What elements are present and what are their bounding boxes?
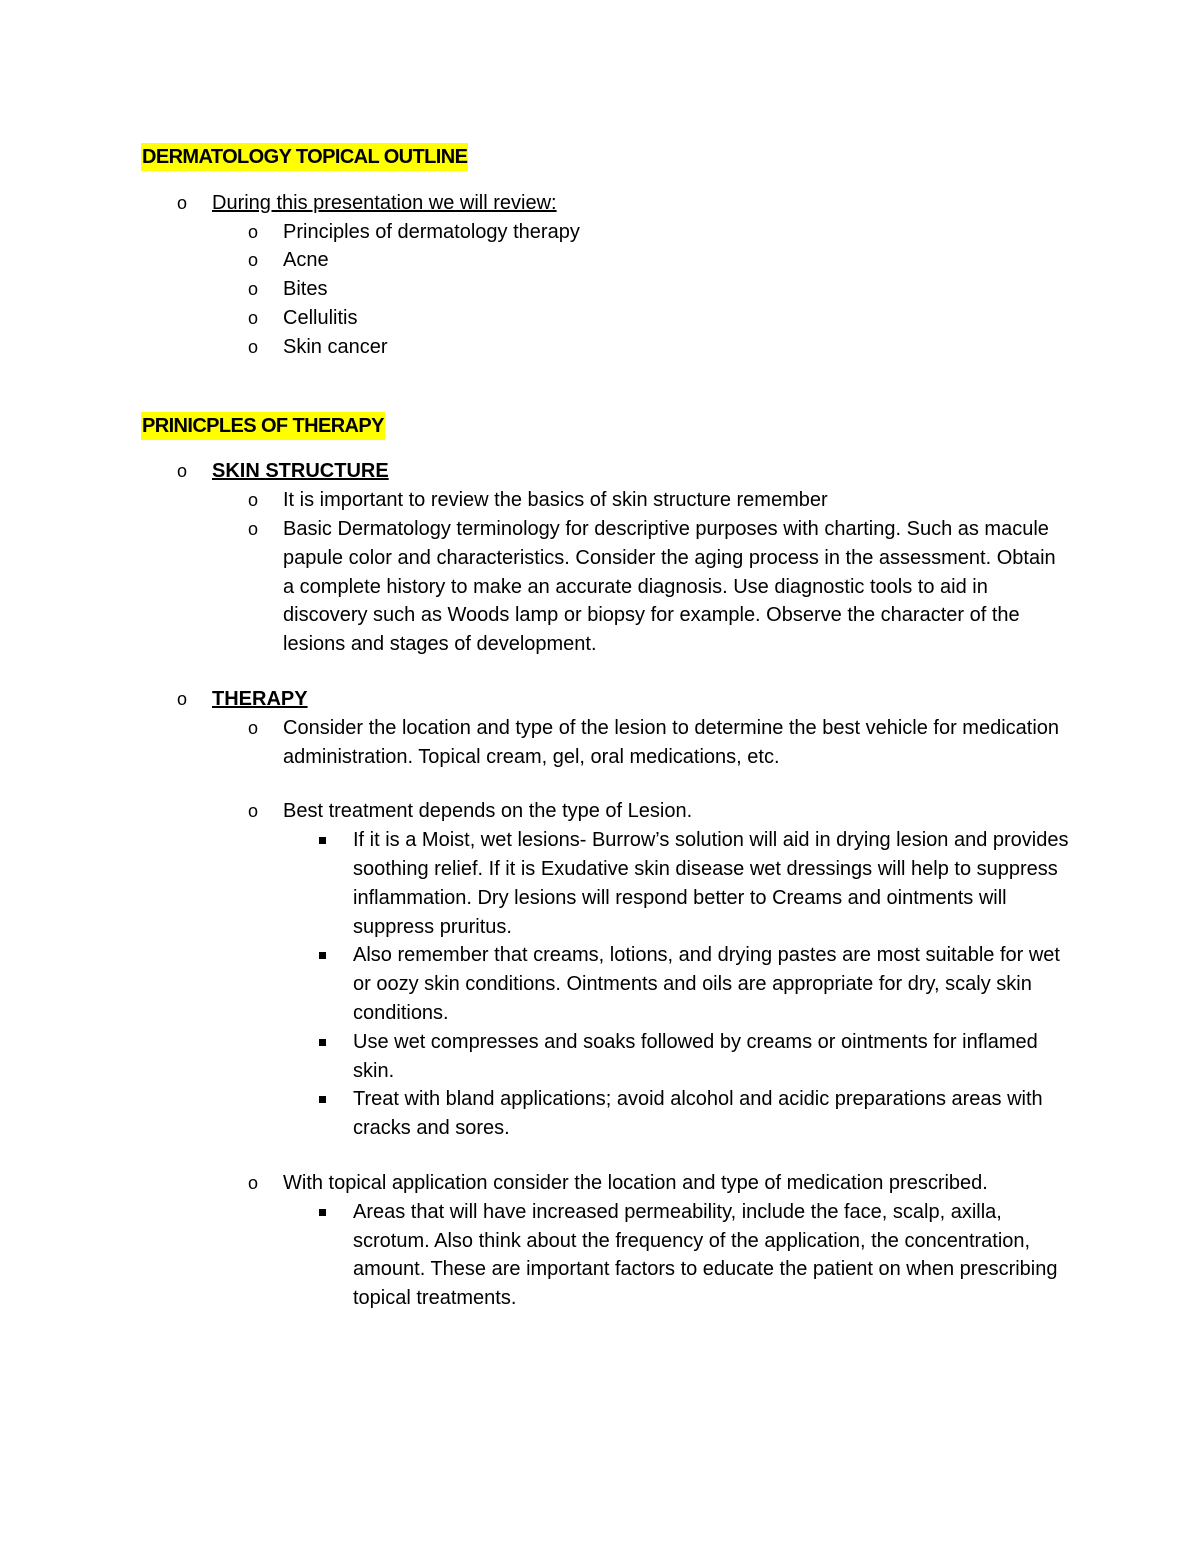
circle-bullet-icon: o	[248, 717, 259, 738]
list-item	[141, 1028, 1071, 1086]
square-bullet-icon	[319, 1039, 326, 1046]
square-bullet-icon	[319, 1209, 326, 1216]
document-title: DERMATOLOGY TOPICAL OUTLINE	[141, 143, 468, 171]
circle-bullet-icon: o	[248, 518, 259, 539]
list-item	[141, 826, 1071, 941]
circle-bullet-icon: o	[248, 336, 259, 357]
list-item	[141, 941, 1071, 1027]
list-item	[141, 1169, 1071, 1198]
best-treatment-text-3: Treat with bland applications; avoid alcohol and acidic preparations areas with cracks and sores.	[353, 1088, 1043, 1140]
circle-bullet-icon: o	[248, 250, 259, 271]
skin-structure-text-1: Basic Dermatology terminology for descriptive purposes with charting. Such as macule papule color and characteristics. Consider the aging process in the assessment. Obtain a complete history to make an accurate diagnosis. Use diagnostic tools to aid in discovery such as Woods lamp or biopsy for example. Observe the character of the lesions and stages of development.	[283, 517, 1056, 656]
intro-item-0: Principles of dermatology therapy	[283, 220, 580, 243]
intro-item-2: Bites	[283, 278, 328, 301]
best-treatment-label: Best treatment depends on the type of Lesion.	[283, 800, 693, 823]
intro-item-1: Acne	[283, 249, 329, 272]
list-item	[141, 797, 1071, 826]
therapy-item	[141, 685, 1071, 714]
circle-bullet-icon: o	[248, 279, 259, 300]
title-row	[141, 143, 1071, 172]
list-item	[141, 515, 1071, 659]
section-title-row	[141, 412, 1071, 441]
intro-item-3: Cellulitis	[283, 306, 358, 329]
circle-bullet-icon: o	[177, 192, 188, 213]
circle-bullet-icon: o	[177, 688, 188, 709]
list-item	[141, 333, 1071, 362]
best-treatment-text-0: If it is a Moist, wet lesions- Burrow’s solution will aid in drying lesion and provides soothing relief. If it is Exudative skin disease wet dressings will help to suppress inflammation. Dry lesions will respond better to Creams and ointments will suppress pruritus.	[353, 829, 1069, 938]
circle-bullet-icon: o	[248, 221, 259, 242]
skin-structure-text-0: It is important to review the basics of skin structure remember	[283, 489, 828, 512]
skin-structure-item	[141, 457, 1071, 486]
intro-item-4: Skin cancer	[283, 335, 388, 358]
list-item	[141, 1085, 1071, 1143]
skin-structure-label: SKIN STRUCTURE	[212, 460, 389, 483]
therapy-label: THERAPY	[212, 687, 308, 710]
circle-bullet-icon: o	[248, 490, 259, 511]
list-item	[141, 246, 1071, 275]
list-item	[141, 714, 1071, 772]
list-item	[141, 1198, 1071, 1313]
intro-label: During this presentation we will review:	[212, 191, 557, 214]
topical-text-0: Areas that will have increased permeability, include the face, scalp, axilla, scrotum. Also think about the frequency of the application, the concentration, amount. These are important factors to educate the patient on when prescribing topical treatments.	[353, 1200, 1058, 1310]
square-bullet-icon	[319, 837, 326, 844]
list-item	[141, 304, 1071, 333]
circle-bullet-icon: o	[248, 307, 259, 328]
list-item	[141, 218, 1071, 247]
topical-label: With topical application consider the location and type of medication prescribed.	[283, 1171, 988, 1194]
circle-bullet-icon: o	[177, 461, 188, 482]
best-treatment-text-1: Also remember that creams, lotions, and drying pastes are most suitable for wet or oozy skin conditions. Ointments and oils are appropriate for dry, scaly skin conditions.	[353, 944, 1060, 1024]
document-content	[141, 143, 1071, 1313]
section-title: PRINICPLES OF THERAPY	[141, 412, 385, 440]
list-item	[141, 275, 1071, 304]
circle-bullet-icon: o	[248, 1172, 259, 1193]
intro-item	[141, 189, 1071, 218]
square-bullet-icon	[319, 952, 326, 959]
circle-bullet-icon: o	[248, 801, 259, 822]
square-bullet-icon	[319, 1096, 326, 1103]
list-item	[141, 486, 1071, 515]
best-treatment-text-2: Use wet compresses and soaks followed by creams or ointments for inflamed skin.	[353, 1030, 1038, 1082]
therapy-vehicle-text: Consider the location and type of the lesion to determine the best vehicle for medication administration. Topical cream, gel, oral medications, etc.	[283, 716, 1060, 768]
